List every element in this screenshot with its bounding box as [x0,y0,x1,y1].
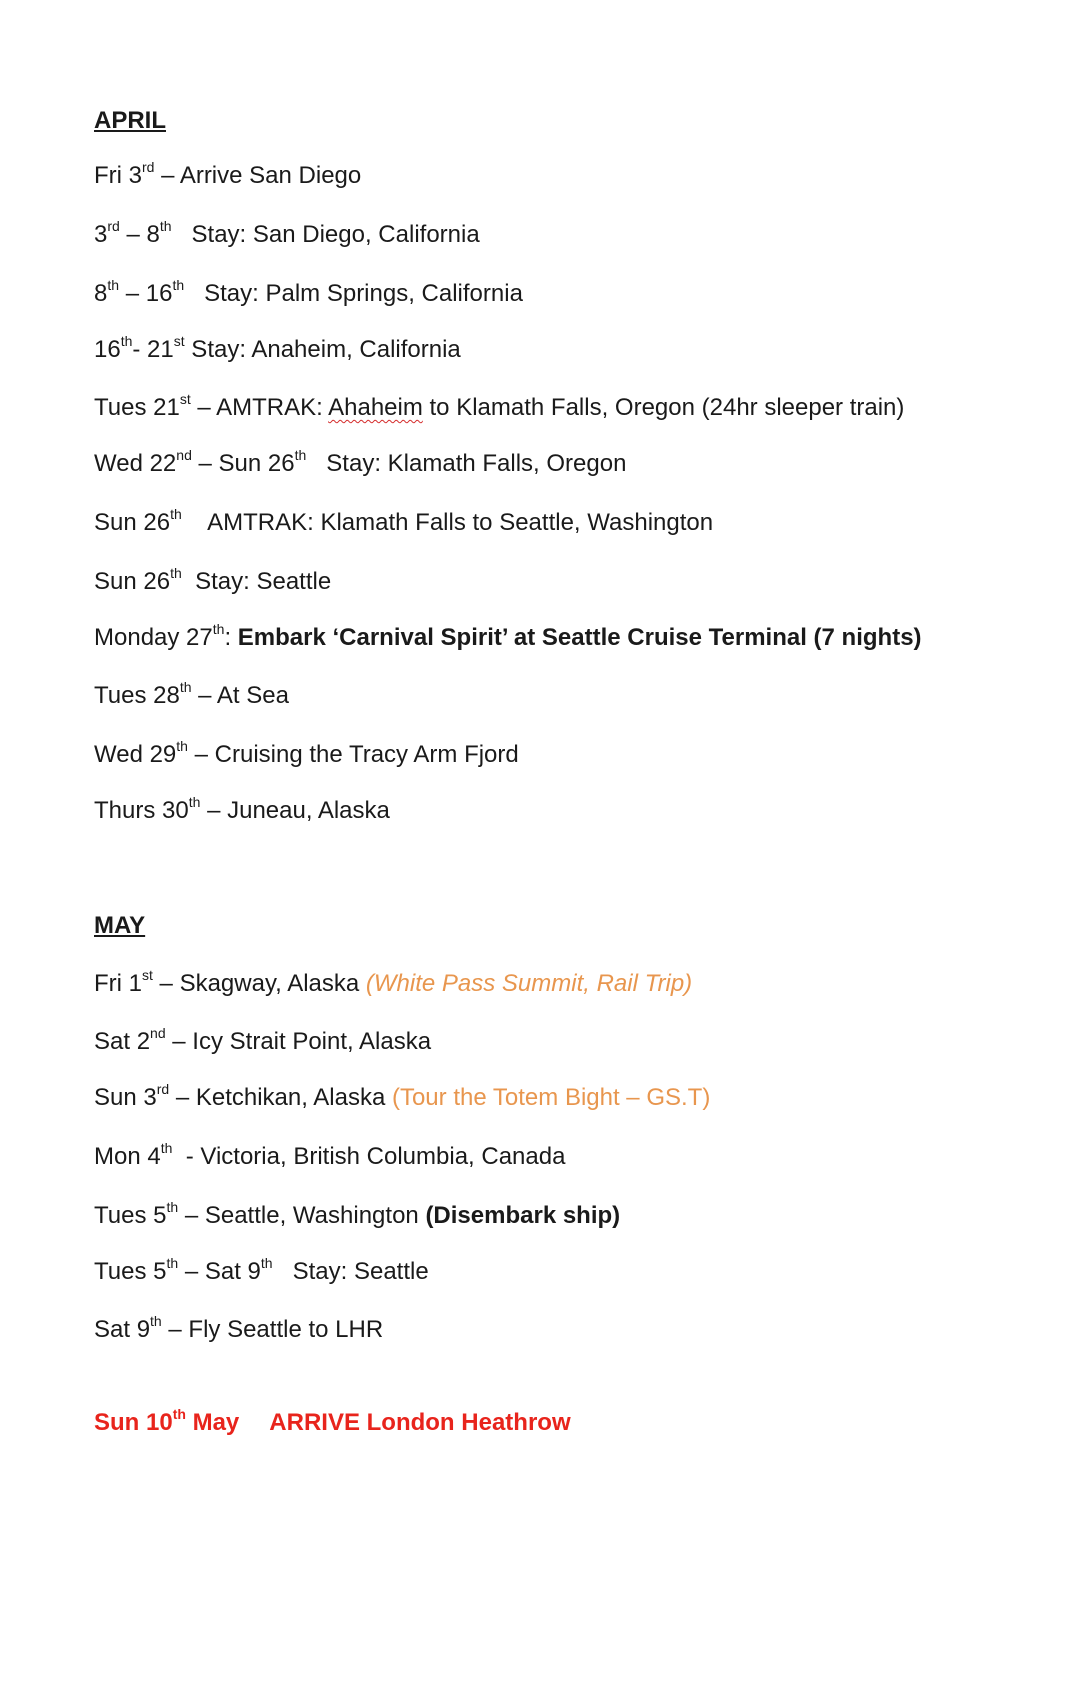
may-entry-1: Fri 1st – Skagway, Alaska (White Pass Summit, Rail Trip) [94,967,693,997]
april-entry-5: Tues 21st – AMTRAK: Ahaheim to Klamath Falls, Oregon (24hr sleeper train) [94,391,905,421]
excursion-note: (White Pass Summit, Rail Trip) [365,970,693,997]
april-entry-4: 16th- 21st Stay: Anaheim, California [94,333,461,363]
april-entry-12: Thurs 30th – Juneau, Alaska [94,794,390,824]
may-entry-4: Mon 4th - Victoria, British Columbia, Canada [94,1140,566,1170]
may-entry-3: Sun 3rd – Ketchikan, Alaska (Tour the Totem Bight – GS.T) [94,1081,711,1111]
misspelled-word[interactable]: Ahaheim [328,394,423,421]
may-entry-7: Sat 9th – Fly Seattle to LHR [94,1313,384,1343]
excursion-note: (Tour the Totem Bight – GS.T) [391,1084,711,1111]
may-heading: MAY [94,912,146,939]
may-entry-5: Tues 5th – Seattle, Washington (Disembark ship) [94,1199,621,1229]
april-entry-1: Fri 3rd – Arrive San Diego [94,159,362,189]
may-entry-6: Tues 5th – Sat 9th Stay: Seattle [94,1255,429,1285]
april-heading: APRIL [94,107,166,134]
final-arrival: Sun 10th May ARRIVE London Heathrow [94,1406,571,1436]
april-entry-2: 3rd – 8th Stay: San Diego, California [94,218,480,248]
april-entry-3: 8th – 16th Stay: Palm Springs, California [94,277,523,307]
april-entry-8: Sun 26th Stay: Seattle [94,565,332,595]
april-entry-7: Sun 26th AMTRAK: Klamath Falls to Seattle, Washington [94,506,714,536]
april-entry-10: Tues 28th – At Sea [94,679,289,709]
april-entry-11: Wed 29th – Cruising the Tracy Arm Fjord [94,738,519,768]
april-entry-6: Wed 22nd – Sun 26th Stay: Klamath Falls, Oregon [94,447,627,477]
april-entry-9: Monday 27th: Embark ‘Carnival Spirit’ at Seattle Cruise Terminal (7 nights) [94,621,922,651]
may-entry-2: Sat 2nd – Icy Strait Point, Alaska [94,1025,432,1055]
